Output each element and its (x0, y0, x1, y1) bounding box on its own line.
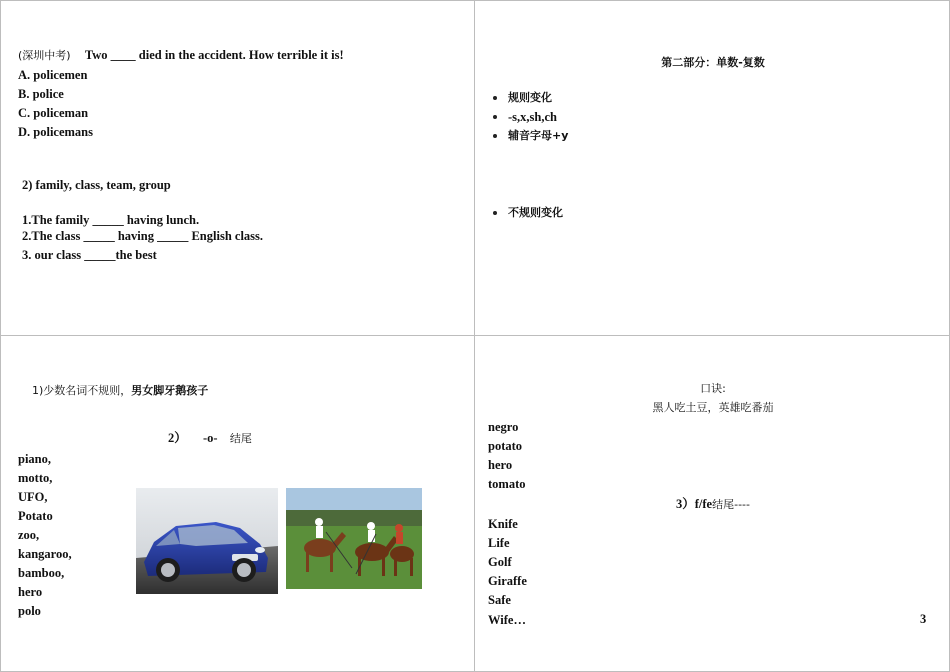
f-word: Life (488, 536, 510, 550)
o-word: zoo, (18, 528, 40, 542)
o-word: hero (18, 585, 43, 599)
f-word: Golf (488, 555, 512, 569)
vertical-divider (474, 0, 475, 672)
o-word: polo (18, 604, 41, 618)
collective-item-3: 3. our class _____the best (22, 248, 157, 262)
o-plural-es-word: tomato (488, 477, 526, 491)
f-word: Safe (488, 593, 511, 607)
bullet-dot (493, 115, 497, 119)
collective-nouns-title: 2) family, class, team, group (22, 178, 171, 192)
irregular-change-label: 不规则变化 (508, 206, 563, 219)
question-1-source: (深圳中考) (18, 49, 71, 62)
horizontal-divider (0, 335, 950, 336)
o-ending-label: 结尾 (229, 432, 252, 445)
car-photo (136, 488, 278, 594)
f-ending-suffix: 3）f/fe (676, 497, 713, 511)
irregular-nouns-prefix: 1)少数名词不规则， (32, 384, 132, 397)
mnemonic-text: 黑人吃土豆，英雄吃番茄 (652, 401, 774, 414)
f-word: Knife (488, 517, 518, 531)
f-word: Wife… (488, 613, 526, 627)
o-word: Potato (18, 509, 53, 523)
o-plural-es-word: potato (488, 439, 523, 453)
regular-rule-sxshch: -s,x,sh,ch (508, 110, 557, 124)
irregular-nouns-line (32, 384, 208, 397)
part-two-title: 第二部分：单数-复数 (661, 56, 765, 69)
option-d: D. policemans (18, 125, 93, 139)
bullet-dot (493, 211, 497, 215)
page-number: 3 (920, 612, 927, 626)
bullet-dot (493, 134, 497, 138)
question-1-text: Two ____ died in the accident. How terrible it is! (84, 48, 344, 62)
irregular-nouns-mnemonic: 男女脚牙鹅孩子 (131, 384, 209, 397)
option-b: B. police (18, 87, 64, 101)
o-word: bamboo, (18, 566, 65, 580)
question-1-stem (18, 49, 344, 62)
polo-photo (286, 488, 422, 589)
o-plural-es-word: negro (488, 420, 519, 434)
f-ending-title (476, 498, 950, 511)
o-plural-es-word: hero (488, 458, 513, 472)
f-word: Giraffe (488, 574, 527, 588)
o-word: kangaroo, (18, 547, 72, 561)
regular-change-label: 规则变化 (508, 91, 552, 104)
option-a: A. policemen (18, 68, 88, 82)
collective-item-1: 1.The family _____ having lunch. (22, 213, 200, 227)
collective-item-2: 2.The class _____ having _____ English class. (22, 229, 264, 243)
f-ending-label: 结尾---- (712, 498, 750, 511)
o-ending-title (168, 432, 252, 445)
bullet-dot (493, 96, 497, 100)
o-ending-suffix: -o- (203, 431, 218, 445)
option-c: C. policeman (18, 106, 89, 120)
o-word: motto, (18, 471, 53, 485)
o-ending-number: 2） (168, 431, 187, 445)
regular-rule-consonant-y: 辅音字母+y (508, 129, 569, 142)
mnemonic-title: 口诀: (700, 382, 726, 395)
o-word: UFO, (18, 490, 48, 504)
o-word: piano, (18, 452, 52, 466)
